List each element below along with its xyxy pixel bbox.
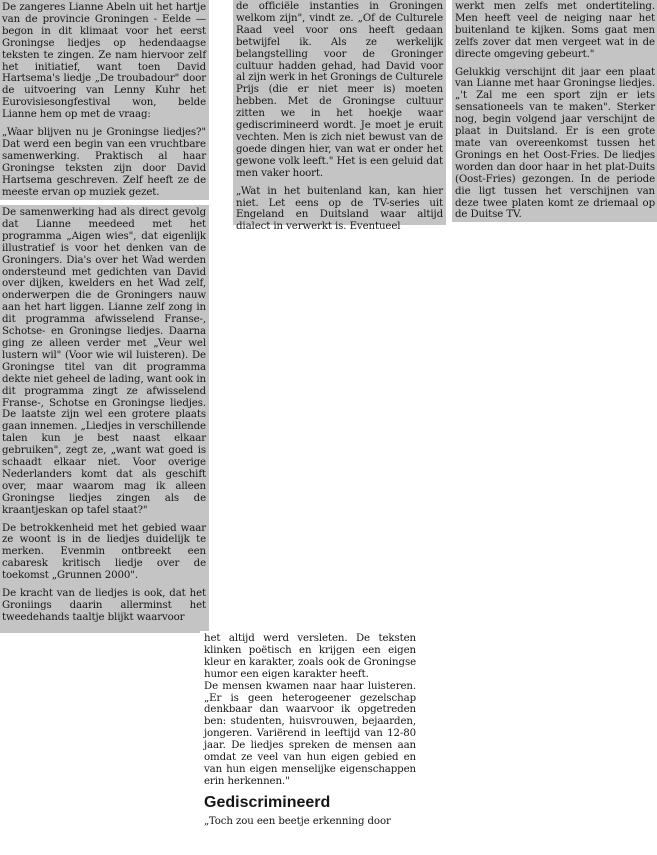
- paragraph: „Waar blijven nu je Groningse liedjes?" Dat werd een begin van een vruchtbare samenwerking. Praktisch al haar Groningse teksten zijn door David Hartsema geschreven. Zelf heeft ze de meeste ervan op muziek gezet.: [2, 127, 206, 198]
- paragraph: het altijd werd versleten. De teksten klinken poëtisch en krijgen een eigen kleur en karakter, zoals ook de Groningse humor een eigen karakter heeft.: [204, 633, 416, 680]
- article-column-2: [0, 205, 209, 633]
- paragraph: De zangeres Lianne Abeln uit het hartje van de provincie Groningen - Eelde — begon in dit klimaat voor het eerst Groningse liedjes op hedendaagse teksten te zingen. Ze nam hiervoor zelf het initiatief, want toen David Hartsema's liedje „De troubadour" door de uitvoering van Lenny Kuhr het Eurovisiesongfestival won, belde Lianne hem op met de vraag:: [2, 2, 206, 121]
- paragraph: „Wat in het buitenland kan, kan hier niet. Let eens op de TV-series uit Engeland en Duitsland waar altijd dialect in verwerkt is. Eventueel: [236, 185, 443, 233]
- paragraph: de officiële instanties in Groningen welkom zijn", vindt ze. „Of de Culturele Raad veel voor ons heeft gedaan betwijfel ik. Als ze werkelijk belangstelling voor de Groninger cultuur hadden gehad, had David voor al zijn werk in het Gronings de Culturele Prijs (die er niet meer is) moeten hebben. Met de Groningse cultuur zitten we in het hoekje waar gediscrimineerd wordt. Je moet je eruit vechten. Men is zich niet bewust van de goede dingen hier, van wat er onder het gewone volk leeft." Het is een geluid dat men vaker hoort.: [236, 1, 443, 179]
- paragraph: De samenwerking had als direct gevolg dat Lianne meedeed met het programma „Aigen wies", dat eigenlijk illustratief is voor het denken van de Groningers. Dia's over het Wad werden ondersteund met gedichten van David over dijken, kwelders en het Wad zelf, onderwerpen die de Groningers nauw aan het hart liggen. Lianne zelf zong in dit programma afwisselend Franse-, Schotse- en Groningse liedjes. Daarna ging ze alleen verder met „Veur wel lustern wil" (Voor wie wil luisteren). De Groningse titel van dit programma dekte niet geheel de lading, want ook in dit programma zingt ze afwisselend Franse-, Schotse en Groningse liedjes. De laatste zijn wel een grotere plaats gaan innemen. „Liedjes in verschillende talen kun je best naast elkaar gebruiken", zegt ze, „want wat goed is schaadt elkaar niet. Voor overige Nederlanders komt dat als geschift over, maar waarom mag ik alleen Groningse liedjes zingen als de kraantjeskan op tafel staat?": [2, 207, 206, 516]
- paragraph: De kracht van de liedjes is ook, dat het Groniings daarin allerminst het tweedehands taaltje blijkt waarvoor: [2, 588, 206, 623]
- paragraph: „Toch zou een beetje erkenning door: [204, 815, 391, 827]
- paragraph: De mensen kwamen naar haar luisteren. „Er is geen heterogeener gezelschap denkbaar dan waarvoor ik opgetreden ben: studenten, huisvrouwen, bejaarden, jongeren. Variërend in leeftijd van 12-80 jaar. De liedjes spreken de mensen aan omdat ze veel van hun eigen gebied en van hun eigen menselijke eigenschappen erin herkennen.": [204, 680, 416, 787]
- article-column-1: [0, 0, 209, 200]
- paragraph: De betrokkenheid met het gebied waar ze woont is in de liedjes duidelijk te merken. Evenmin ontbreekt een cabaresk kritisch liedje over de toekomst „Grunnen 2000".: [2, 522, 206, 582]
- paragraph: Gelukkig verschijnt dit jaar een plaat van Lianne met haar Groningse liedjes. „'t Zal me een sport zijn er iets sensationeels van te maken". Sterker nog, begin volgend jaar verschijnt de plaat in Duitsland. Er is een grote mate van overeenkomst tussen het Gronings en het Oost-Fries. De liedjes worden dan door haar in het plat-Duits (Oost-Fries) gezongen. In de periode die ligt tussen het verschijnen van deze twee platen komt ze driemaal op de Duitse TV.: [455, 66, 655, 221]
- article-column-5: [452, 0, 657, 222]
- paragraph: werkt men zelfs met ondertiteling. Men heeft veel de neiging naar het buitenland te kijken. Soms gaat men zelfs zover dat men vergeet wat in de directe omgeving gebeurt.": [455, 1, 655, 60]
- article-column-3: [200, 631, 420, 855]
- subheading: Gediscrimineerd: [204, 793, 331, 811]
- article-column-4: [233, 0, 446, 233]
